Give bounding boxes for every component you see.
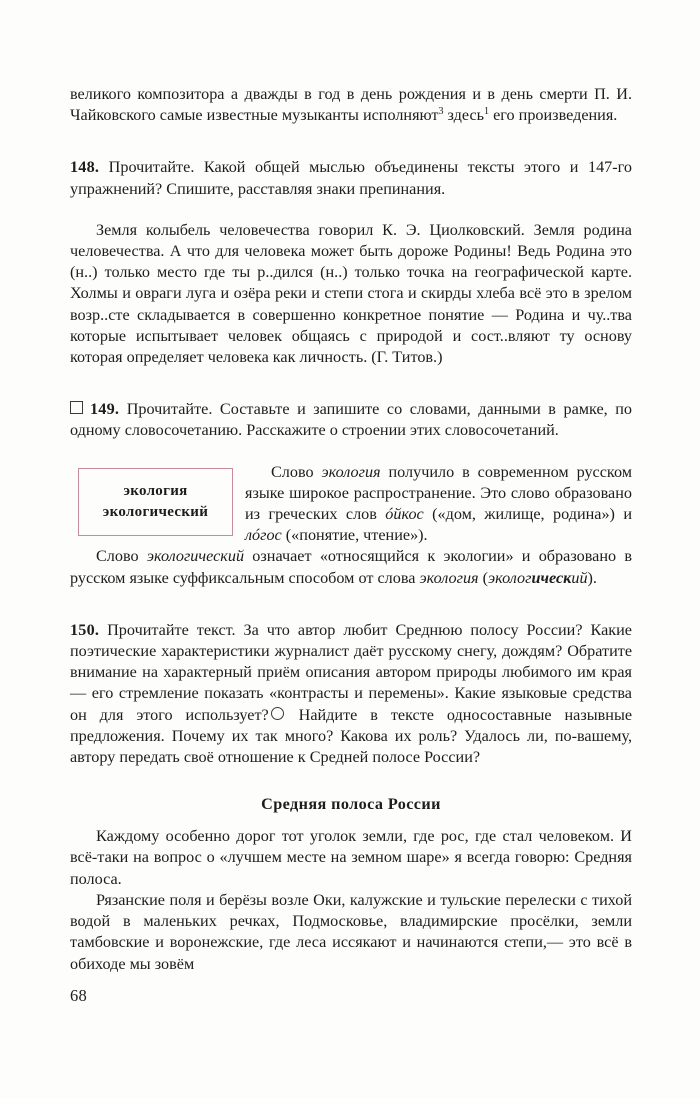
exercise-149-prompt-text: Прочитайте. Составьте и запишите со словами, данными в рамке, по одному словосочетанию. Расскажите о строении этих словосочетаний.: [70, 400, 632, 440]
exercise-148-prompt: [70, 157, 632, 199]
vocabulary-word-ekologiya: экология: [123, 482, 188, 499]
note-text-b: получило в современном русском языке широкое распространение. Это слово образовано из греческих слов: [245, 462, 632, 524]
note2-bolditalic-suffix: ическ: [531, 568, 572, 587]
note2-italic-ekologicheskiy: экологический: [146, 547, 245, 566]
vocabulary-word-ekologicheskiy: экологический: [102, 503, 209, 520]
continuation-text-b: здесь: [443, 106, 485, 125]
note2-italic-ending: ий: [571, 568, 588, 587]
exercise-149-number: 149.: [90, 400, 120, 419]
spacer: [70, 126, 632, 157]
note2-text-d: ).: [587, 568, 597, 587]
footnote-marker-1: 1: [484, 106, 490, 118]
note2-text-b: означает «относящийся к экологии» и образовано в русском языке суффиксальным способом от слова: [70, 547, 632, 587]
page-number: 68: [70, 986, 88, 1005]
text-title: Средняя полоса России: [261, 795, 441, 814]
exercise-148-prompt-text: Прочитайте. Какой общей мыслью объединены тексты этого и 147-го упражнений? Спишите, расставляя знаки препинания.: [70, 158, 632, 198]
vocabulary-block: [70, 462, 632, 547]
empty-square-icon: [70, 401, 83, 414]
vocabulary-frame: [78, 468, 233, 536]
spacer: [70, 368, 632, 399]
exercise-148-body: Земля колыбель человечества говорил К. Э. Циолковский. Земля родина человечества. А что для человека может быть дороже Родины! Ведь Родина это (н..) только место где ты р..дился (н..) только точка на географической карте. Холмы и овраги луга и озёра реки и степи стога и скирды хлеба всё это в зрелом возр..сте складывается в совершенно конкретное понятие — Родина и чу..тва которые испытывает человек общаясь с природой и сост..вляют ту основу которая определяет человека как личность. (Г. Титов.): [70, 220, 632, 367]
note-italic-logos: лóгос: [245, 526, 282, 545]
note2-italic-ekologiya: экология: [419, 568, 479, 587]
page-content-column: [70, 84, 632, 975]
exercise-150-number: 150.: [70, 620, 100, 639]
note2-text-c: (: [478, 568, 489, 587]
continuation-text-a: великого композитора а дважды в год в день рождения и в день смерти П. И. Чайковского самые известные музыканты исполняют: [70, 85, 632, 125]
exercise-150-prompt-text-a: Прочитайте текст. За что автор любит Среднюю полосу России? Какие поэтические характеристики журналист даёт русскому снегу, дождям? Обратите внимание на характерный приём описания автором природы любимого им края — его стремление показать «контрасты и перемены». Какие языковые средства он для этого использует?: [70, 620, 632, 724]
empty-circle-icon: [271, 707, 284, 720]
note2-text-a: Слово: [96, 547, 147, 566]
note-italic-oikos: óйкос: [385, 505, 424, 524]
spacer: [70, 589, 632, 620]
exercise-148-number: 148.: [70, 158, 100, 177]
note-text-a: Слово: [271, 462, 322, 481]
spacer: [70, 768, 632, 794]
exercise-150-prompt-text-b: Найдите в тексте односоставные назывные предложения. Почему их так много? Какова их роль? Удалось ли, по-вашему, автору передать своё отношение к Средней полосе России?: [70, 705, 633, 767]
spacer: [70, 442, 632, 462]
vocabulary-note-paragraph-2: [70, 546, 632, 588]
note-italic-ekologiya: экология: [321, 462, 381, 481]
note2-italic-stem: эколог: [488, 568, 532, 587]
spacer: [70, 200, 632, 220]
note-text-c: («дом, жилище, родина») и: [423, 505, 632, 524]
exercise-149-prompt: [70, 399, 632, 441]
text-paragraph-1: Каждому особенно дорог тот уголок земли, где рос, где стал человеком. И всё-таки на вопрос о «лучшем месте на земном шаре» я всегда говорю: Средняя полоса.: [70, 827, 632, 888]
footnote-marker-3: 3: [438, 106, 444, 118]
continuation-text-c: его произведения.: [489, 106, 618, 125]
exercise-150-prompt: [70, 620, 632, 768]
spacer: [70, 815, 632, 826]
continuation-paragraph: [70, 84, 632, 126]
text-paragraph-2: Рязанские поля и берёзы возле Оки, калужские и тульские перелески с тихой водой в маленьких речках, Подмосковье, владимирские просёлки, земли тамбовские и воронежские, где леса иссякают и начинаются степи,— это всё в обиходе мы зовём: [70, 890, 632, 973]
note-text-d: («понятие, чтение»).: [281, 526, 428, 545]
